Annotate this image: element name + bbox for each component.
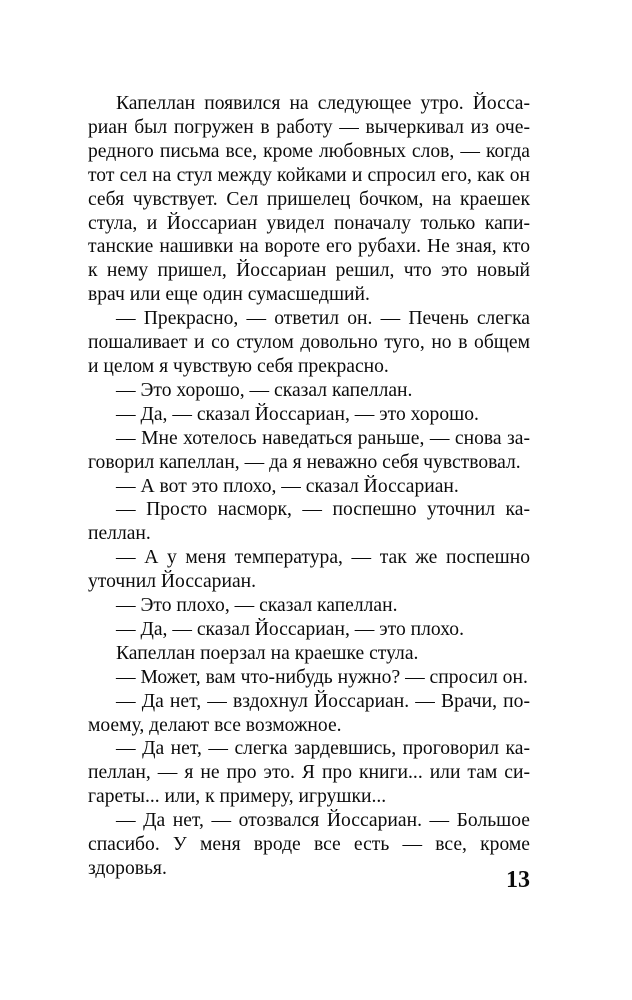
text-line: пеллан. bbox=[88, 523, 151, 545]
text-line: — Да нет, — отозвался Йоссариан. — Большое bbox=[116, 810, 530, 832]
text-line: танские нашивки на вороте его рубахи. Не зная, кто bbox=[88, 236, 530, 258]
text-line: риан был погружен в работу — вычеркивал из оче- bbox=[88, 116, 530, 138]
page-number: 13 bbox=[506, 867, 530, 893]
text-line: здоровья. bbox=[88, 858, 167, 879]
text-line: говорил капеллан, — да я неважно себя чувствовал. bbox=[88, 451, 521, 473]
text-line: — Просто насморк, — поспешно уточнил ка- bbox=[116, 499, 530, 521]
paragraph bbox=[88, 92, 530, 307]
text-line: — Прекрасно, — ответил он. — Печень слегка bbox=[116, 308, 530, 330]
text-line: — Это хорошо, — сказал капеллан. bbox=[116, 379, 413, 401]
paragraph bbox=[88, 594, 530, 618]
text-line: — Да, — сказал Йоссариан, — это хорошо. bbox=[116, 403, 479, 425]
text-line: — А у меня температура, — так же поспешно bbox=[116, 547, 530, 569]
text-line: — Да, — сказал Йоссариан, — это плохо. bbox=[116, 618, 464, 640]
text-line: — А вот это плохо, — сказал Йоссариан. bbox=[116, 475, 459, 497]
text-line: к нему пришел, Йоссариан решил, что это новый bbox=[88, 260, 530, 282]
paragraph bbox=[88, 737, 530, 809]
paragraph bbox=[88, 666, 530, 690]
paragraph bbox=[88, 307, 530, 379]
text-line: и целом я чувствую себя прекрасно. bbox=[88, 355, 389, 377]
text-line: гареты... или, к примеру, игрушки... bbox=[88, 786, 387, 808]
paragraph bbox=[88, 498, 530, 546]
paragraph bbox=[88, 642, 530, 666]
text-line: спасибо. У меня вроде все есть — все, кроме bbox=[88, 834, 530, 856]
text-line: стула, и Йоссариан увидел поначалу только капи- bbox=[88, 212, 530, 234]
text-line: моему, делают все возможное. bbox=[88, 714, 342, 736]
text-line: себя чувствует. Сел пришелец бочком, на краешек bbox=[88, 188, 530, 210]
text-line: — Мне хотелось наведаться раньше, — снова за- bbox=[116, 427, 530, 449]
paragraph bbox=[88, 379, 530, 403]
text-line: уточнил Йоссариан. bbox=[88, 571, 257, 593]
paragraph bbox=[88, 618, 530, 642]
text-line: врач или еще один сумасшедший. bbox=[88, 284, 370, 306]
text-line: пеллан, — я не про это. Я про книги... или там си- bbox=[88, 762, 530, 784]
text-line: — Да нет, — слегка зардевшись, проговорил ка- bbox=[116, 738, 530, 760]
paragraph bbox=[88, 809, 530, 881]
text-line: Капеллан поерзал на краешке стула. bbox=[116, 642, 419, 664]
text-line: Капеллан появился на следующее утро. Йосса- bbox=[116, 93, 530, 114]
body-text bbox=[88, 92, 530, 881]
text-line: пошаливает и со стулом довольно туго, но в общем bbox=[88, 332, 530, 354]
text-line: — Да нет, — вздохнул Йоссариан. — Врачи, по- bbox=[116, 690, 530, 712]
paragraph bbox=[88, 403, 530, 427]
text-line: редного письма все, кроме любовных слов, — когда bbox=[88, 140, 530, 162]
paragraph bbox=[88, 427, 530, 475]
paragraph bbox=[88, 475, 530, 499]
paragraph bbox=[88, 690, 530, 738]
text-line: тот сел на стул между койками и спросил его, как он bbox=[88, 164, 530, 186]
text-line: — Может, вам что-нибудь нужно? — спросил он. bbox=[116, 666, 528, 688]
text-line: — Это плохо, — сказал капеллан. bbox=[116, 595, 398, 617]
paragraph bbox=[88, 546, 530, 594]
